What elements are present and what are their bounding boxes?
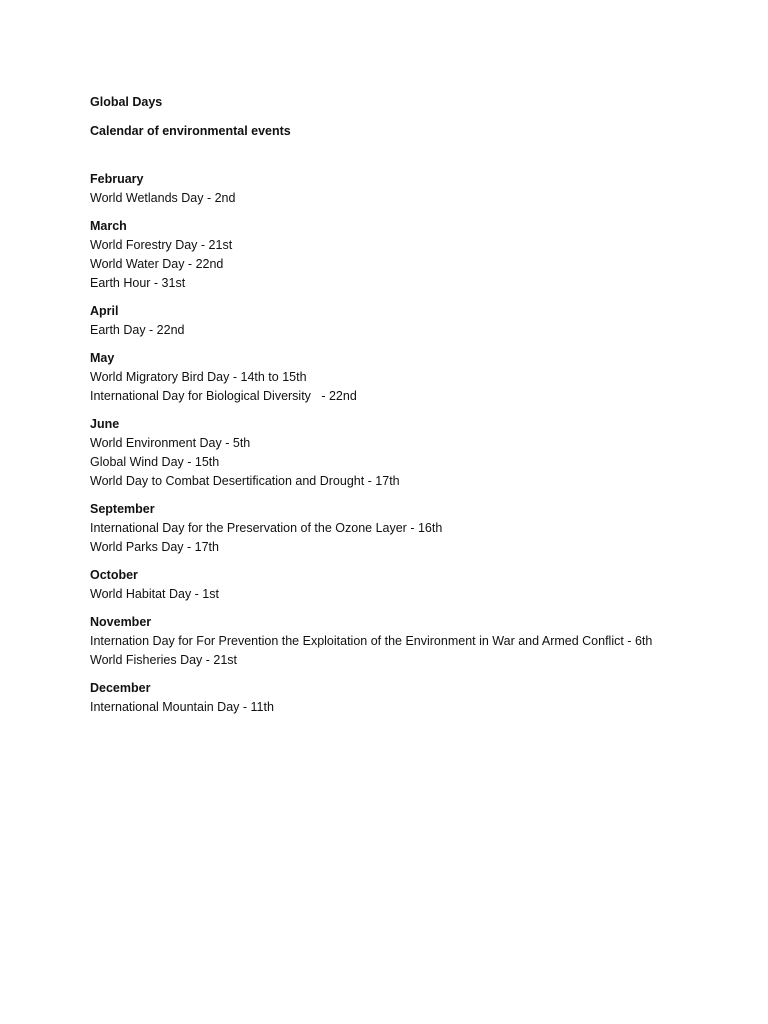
month-heading: September (90, 502, 155, 516)
month-november (90, 613, 730, 670)
month-april (90, 302, 730, 340)
event-item: World Water Day - 22nd (90, 257, 224, 271)
event-item: World Migratory Bird Day - 14th to 15th (90, 370, 307, 384)
month-heading: November (90, 615, 152, 629)
month-may (90, 349, 730, 406)
month-heading: March (90, 219, 127, 233)
month-heading: May (90, 351, 115, 365)
event-item: World Wetlands Day - 2nd (90, 191, 236, 205)
month-heading: October (90, 568, 138, 582)
month-september (90, 500, 730, 557)
event-item: Internation Day for For Prevention the Exploitation of the Environment in War and Armed Conflict - 6th (90, 634, 653, 648)
event-item: International Mountain Day - 11th (90, 700, 274, 714)
month-heading: June (90, 417, 120, 431)
event-item: Global Wind Day - 15th (90, 455, 220, 469)
month-heading: April (90, 304, 119, 318)
event-item: World Fisheries Day - 21st (90, 653, 238, 667)
month-june (90, 415, 730, 491)
document-page (90, 94, 730, 726)
event-item: World Environment Day - 5th (90, 436, 251, 450)
event-item: World Forestry Day - 21st (90, 238, 233, 252)
event-item: Earth Day - 22nd (90, 323, 185, 337)
event-item: World Day to Combat Desertification and Drought - 17th (90, 474, 400, 488)
month-march (90, 217, 730, 293)
event-item: International Day for Biological Diversity - 22nd (90, 389, 357, 403)
event-item: International Day for the Preservation of the Ozone Layer - 16th (90, 521, 443, 535)
month-heading: February (90, 172, 144, 186)
document-subtitle: Calendar of environmental events (90, 124, 291, 138)
months-list (90, 170, 730, 717)
document-title: Global Days (90, 95, 163, 109)
event-item: World Habitat Day - 1st (90, 587, 219, 601)
month-december (90, 679, 730, 717)
event-item: Earth Hour - 31st (90, 276, 186, 290)
month-february (90, 170, 730, 208)
month-october (90, 566, 730, 604)
event-item: World Parks Day - 17th (90, 540, 219, 554)
month-heading: December (90, 681, 151, 695)
